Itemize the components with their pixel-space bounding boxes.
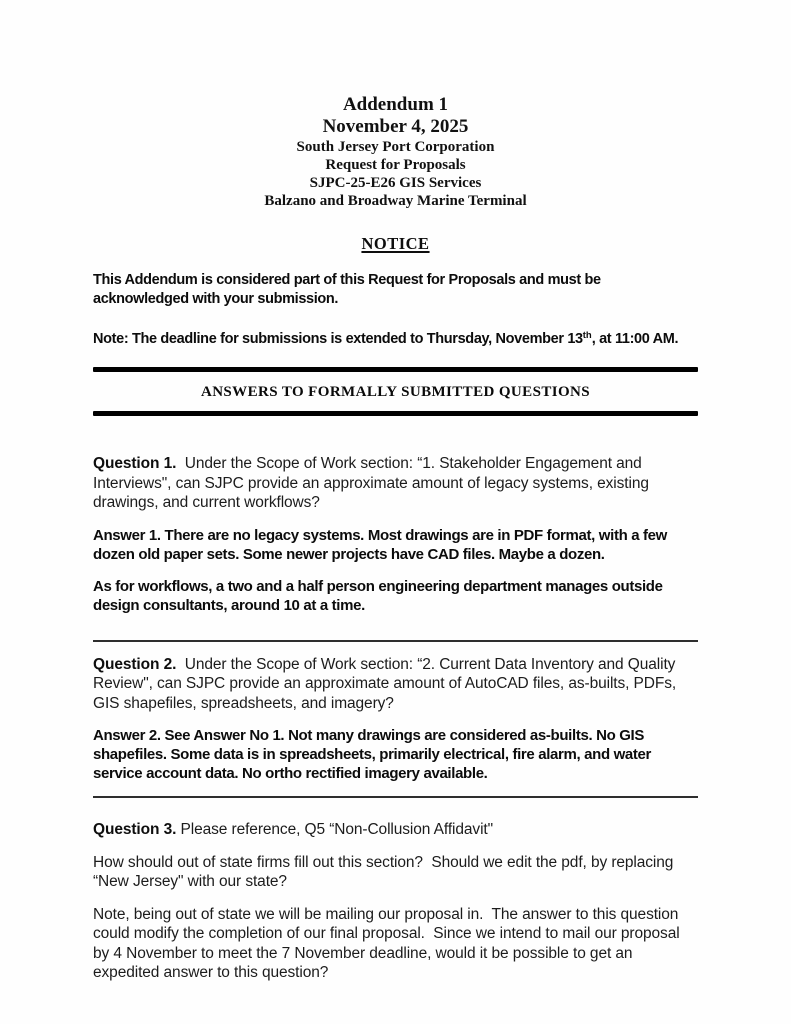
deadline-note <box>93 330 698 350</box>
question-2-text <box>93 655 698 714</box>
notice-heading-text: NOTICE <box>361 234 430 253</box>
question-2-block <box>93 655 698 784</box>
question-3-followup-1: How should out of state firms fill out this section? Should we edit the pdf, by replacing “New Jersey" with our state? <box>93 853 678 890</box>
notice-paragraph: This Addendum is considered part of this Request for Proposals and must be acknowledged with your submission. <box>93 272 605 307</box>
question-2-label: Question 2. <box>93 655 177 673</box>
question-divider-1 <box>93 640 698 642</box>
header-line-rfp: Request for Proposals <box>325 157 466 173</box>
answer-1-paragraph-1: Answer 1. There are no legacy systems. Most drawings are in PDF format, with a few dozen old paper sets. Some newer projects have CAD files. Maybe a dozen. <box>93 526 671 563</box>
section-heading: ANSWERS TO FORMALLY SUBMITTED QUESTIONS <box>200 384 591 400</box>
question-1-label: Question 1. <box>93 455 177 472</box>
question-3-text <box>93 820 698 840</box>
header-line-addendum: Addendum 1 <box>342 94 449 115</box>
question-1-block <box>93 454 698 615</box>
answer-2-paragraph-1: Answer 2. See Answer No 1. Not many drawings are considered as-builts. No GIS shapefiles. Some data is in spreadsheets, primarily electrical, fire alarm, and water service account data. No ortho rectified imagery available. <box>93 727 655 782</box>
question-1-body: Under the Scope of Work section: “1. Stakeholder Engagement and Interviews", can SJPC provide an approximate amount of legacy systems, existing drawings, and current workflows? <box>93 455 654 511</box>
question-divider-2 <box>93 796 698 798</box>
question-3-label: Question 3. <box>93 821 177 838</box>
header-line-date: November 4, 2025 <box>322 116 469 137</box>
deadline-note-superscript: th <box>582 330 592 341</box>
question-2-body: Under the Scope of Work section: “2. Current Data Inventory and Quality Review", can SJPC provide an approximate amount of AutoCAD files, as-builts, PDFs, GIS shapefiles, spreadsheets, and imagery? <box>93 655 681 712</box>
document-header <box>93 94 698 210</box>
deadline-note-prefix: Note: The deadline for submissions is extended to Thursday, November 13 <box>93 331 583 347</box>
divider-bar-bottom <box>93 411 698 416</box>
question-3-body: Please reference, Q5 “Non-Collusion Affidavit" <box>176 821 494 838</box>
header-line-organization: South Jersey Port Corporation <box>296 139 495 155</box>
notice-heading <box>93 234 698 254</box>
question-1-text <box>93 454 698 513</box>
answer-1-paragraph-2: As for workflows, a two and a half person engineering department manages outside design consultants, around 10 at a time. <box>93 577 667 614</box>
question-3-followup-2: Note, being out of state we will be mailing our proposal in. The answer to this question could modify the completion of our final proposal. Since we intend to mail our proposal by 4 November to meet the 7 November deadline, would it be possible to get an expedited answer to this question? <box>93 905 684 981</box>
question-3-block <box>93 820 698 983</box>
header-line-project: SJPC-25-E26 GIS Services <box>309 175 482 191</box>
deadline-note-suffix: , at 11:00 AM. <box>591 331 679 347</box>
header-line-terminal: Balzano and Broadway Marine Terminal <box>264 193 527 209</box>
divider-bar-top <box>93 367 698 372</box>
